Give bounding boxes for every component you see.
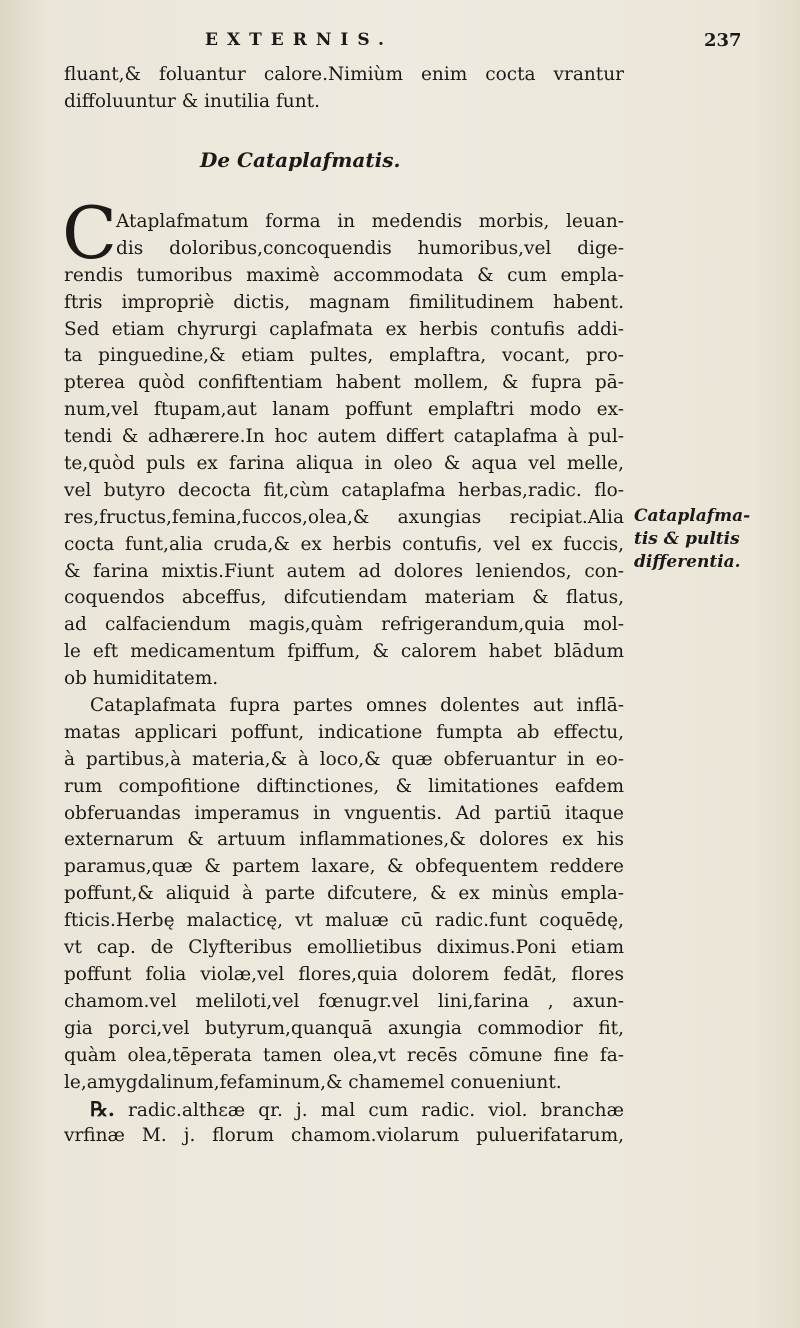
text-line: à partibus,à materia,& à loco,& quæ obferuantur in eo- xyxy=(64,748,624,770)
text-line: le eft medicamentum fpiffum, & calorem habet blādum xyxy=(64,641,624,663)
text-line: Cataplafmata fupra partes omnes dolentes aut inflā- xyxy=(90,695,624,717)
marginal-note xyxy=(634,505,784,574)
text-line: rum compofitione diftinctiones, & limitationes eafdem xyxy=(64,775,624,797)
text-line: ftris impropriè dictis, magnam fimilitudinem habent. xyxy=(64,291,624,313)
text-line: ob humiditatem. xyxy=(64,668,219,690)
recipe-text: radic.althεæ qr. j. mal cum radic. viol. branchæ xyxy=(128,1100,624,1122)
text-line: chamom.vel meliloti,vel fœnugr.vel lini,farina , axun- xyxy=(64,990,624,1012)
text-line: externarum & artuum inflammationes,& dolores ex his xyxy=(64,829,624,851)
marginal-note-line: tis & pultis xyxy=(634,529,740,549)
text-line: te,quòd puls ex farina aliqua in oleo & aqua vel melle, xyxy=(64,453,624,475)
text-line: ta pinguedine,& etiam pultes, emplaftra, vocant, pro- xyxy=(64,345,624,367)
main-paragraphs xyxy=(64,209,624,1150)
text-line: poffunt,& aliquid à parte difcutere, & ex minùs empla- xyxy=(64,883,624,905)
recipe-line xyxy=(64,1096,624,1123)
opening-lines xyxy=(64,62,624,116)
section-heading: De Cataplafmatis. xyxy=(200,148,401,172)
recipe-symbol: ℞. xyxy=(90,1097,115,1122)
text-line: poffunt folia violæ,vel flores,quia dolorem fedāt, flores xyxy=(64,963,624,985)
text-line: dis doloribus,concoquendis humoribus,vel dige- xyxy=(116,237,624,259)
text-line: vrfinæ M. j. florum chamom.violarum puluerifatarum, xyxy=(64,1125,624,1147)
text-line: quàm olea,tēperata tamen olea,vt recēs cōmune fine fa- xyxy=(64,1044,624,1066)
text-line: cocta funt,alia cruda,& ex herbis contufis, vel ex fuccis, xyxy=(64,533,624,555)
text-line: ad calfaciendum magis,quàm refrigerandum,quia mol- xyxy=(64,614,624,636)
text-line: fluant,& foluantur calore.Nimiùm enim cocta vrantur xyxy=(64,64,624,85)
text-line: vt cap. de Clyfteribus emollietibus diximus.Poni etiam xyxy=(64,937,624,959)
running-head xyxy=(0,30,800,60)
text-line: le,amygdalinum,fefaminum,& chamemel conueniunt. xyxy=(64,1071,562,1093)
drop-cap: C xyxy=(62,191,118,275)
text-line: paramus,quæ & partem laxare, & obfequentem reddere xyxy=(64,856,624,878)
text-line: rendis tumoribus maximè accommodata & cum empla- xyxy=(64,264,624,286)
text-line: Ataplafmatum forma in medendis morbis, leuan- xyxy=(116,211,624,232)
text-line: diffoluuntur & inutilia funt. xyxy=(64,90,320,112)
running-title: EXTERNIS. xyxy=(205,30,393,50)
text-line: matas applicari poffunt, indicatione fumpta ab effectu, xyxy=(64,721,624,743)
marginal-note-line: differentia. xyxy=(634,552,741,572)
text-line: fticis.Herbę malacticę, vt maluæ cū radic.funt coquēdę, xyxy=(64,910,624,932)
text-line: obferuandas imperamus in vnguentis. Ad partiū itaque xyxy=(64,802,624,824)
text-line: tendi & adhærere.In hoc autem differt cataplafma à pul- xyxy=(64,426,624,448)
text-line: coquendos abceffus, difcutiendam materiam & flatus, xyxy=(64,587,624,609)
page-number: 237 xyxy=(704,30,742,51)
text-line: res,fructus,femina,fuccos,olea,& axungias recipiat.Alia xyxy=(64,506,624,528)
text-line: Sed etiam chyrurgi caplafmata ex herbis contufis addi- xyxy=(64,318,624,340)
text-line: num,vel ftupam,aut lanam poffunt emplaftri modo ex- xyxy=(64,399,624,421)
text-line: gia porci,vel butyrum,quanquā axungia commodior fit, xyxy=(64,1017,624,1039)
text-line: & farina mixtis.Fiunt autem ad dolores leniendos, con- xyxy=(64,560,624,582)
marginal-note-line: Cataplafma- xyxy=(634,506,751,526)
text-line: vel butyro decocta fit,cùm cataplafma herbas,radic. flo- xyxy=(64,479,624,501)
text-line: pterea quòd confiftentiam habent mollem, & fupra pā- xyxy=(64,372,624,394)
